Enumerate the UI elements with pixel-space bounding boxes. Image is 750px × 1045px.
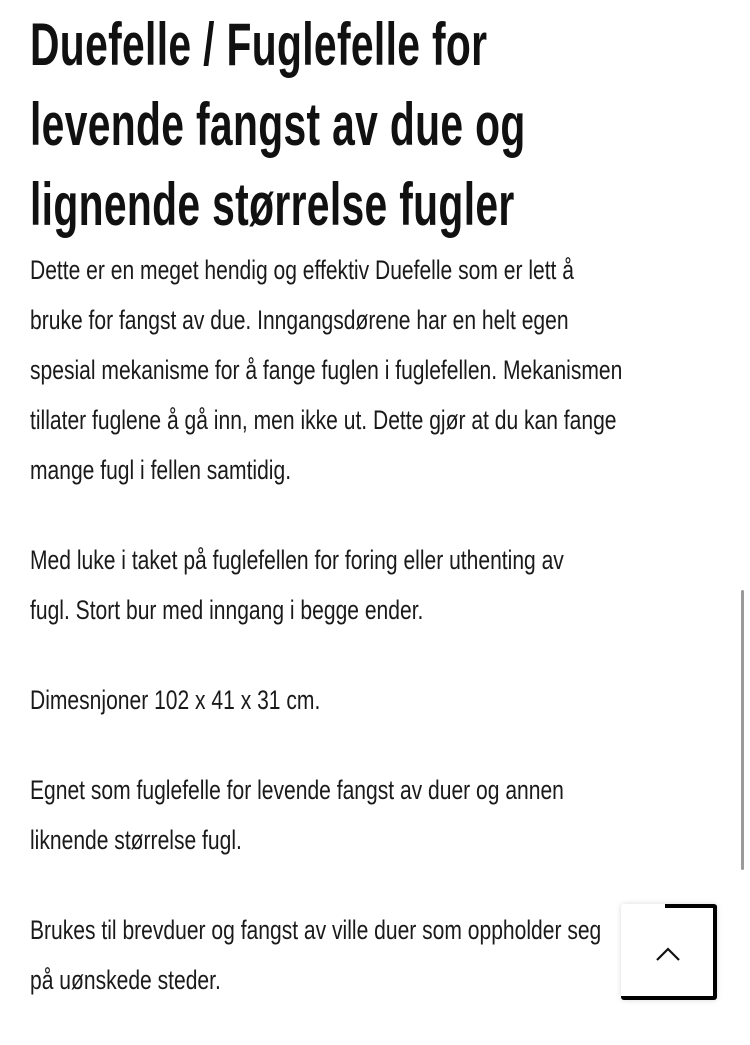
text-line: Dimesnjoner 102 x 41 x 31 cm.: [30, 685, 321, 715]
paragraph-dimensions: [30, 675, 750, 725]
chevron-up-icon: [655, 946, 681, 962]
text-line: mange fugl i fellen samtidig.: [30, 455, 292, 485]
text-line: Dette er en meget hendig og effektiv Duefelle som er lett å: [30, 255, 574, 285]
text-line: Med luke i taket på fuglefellen for foring eller uthenting av: [30, 545, 564, 575]
scroll-to-top-button[interactable]: [621, 904, 717, 1000]
paragraph-hatch: [30, 535, 750, 635]
text-line: fugl. Stort bur med inngang i begge ender.: [30, 595, 424, 625]
paragraph-suitable: [30, 765, 750, 865]
product-title: [30, 5, 750, 245]
scrollbar[interactable]: [741, 590, 744, 870]
title-line: lignende størrelse fugler: [30, 171, 515, 238]
text-line: spesial mekanisme for å fange fuglen i fuglefellen. Mekanismen: [30, 355, 623, 385]
text-line: Egnet som fuglefelle for levende fangst av duer og annen: [30, 775, 564, 805]
text-line: liknende størrelse fugl.: [30, 825, 242, 855]
title-line: Duefelle / Fuglefelle for: [30, 11, 488, 78]
text-line: på uønskede steder.: [30, 965, 221, 995]
text-line: Brukes til brevduer og fangst av ville duer som oppholder seg: [30, 915, 602, 945]
title-line: levende fangst av due og: [30, 91, 526, 158]
text-line: tillater fuglene å gå inn, men ikke ut. Dette gjør at du kan fange: [30, 405, 617, 435]
text-line: bruke for fangst av due. Inngangsdørene har en helt egen: [30, 305, 569, 335]
paragraph-intro: [30, 245, 750, 495]
scroll-progress-indicator: [665, 904, 717, 908]
